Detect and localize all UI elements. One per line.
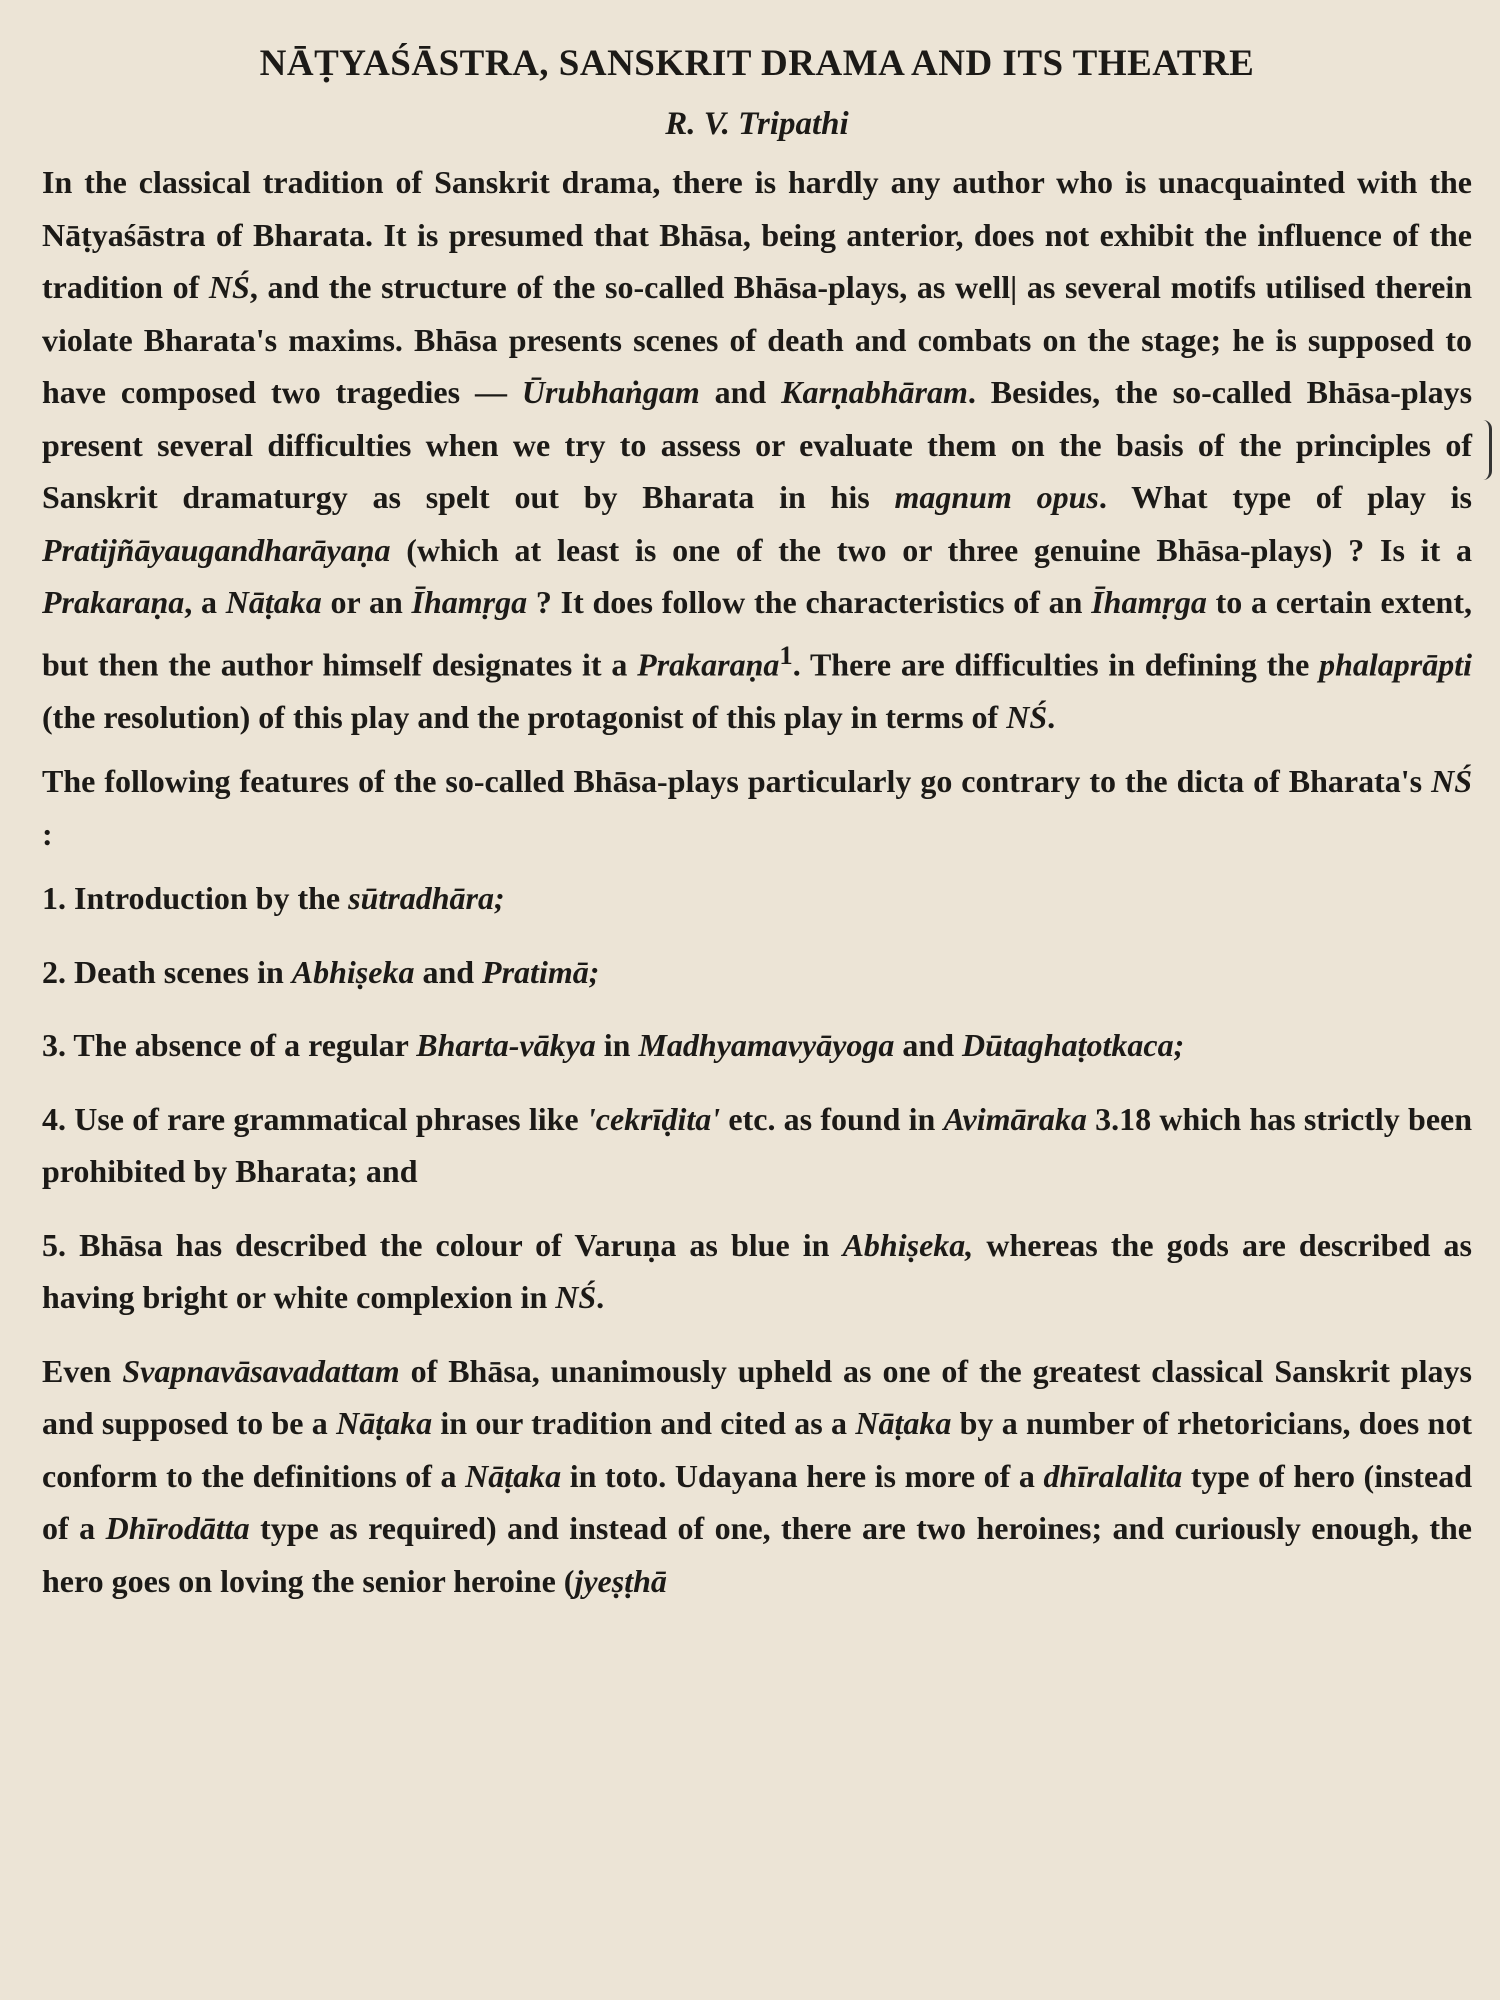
text-run: The following features of the so-called Bhāsa-plays particularly go contrary to the dicta of Bharata's: [42, 763, 1432, 800]
paragraph-features-intro: [42, 755, 1472, 860]
list-item: [42, 1019, 1472, 1072]
text-run: .: [596, 1279, 605, 1316]
play-title: Abhiṣeka,: [842, 1226, 974, 1263]
text-run: and: [414, 953, 483, 990]
text-run: In the classical tradition of Sanskrit drama, there is hardly any author who is unacquainted with the Nāṭyaśāstra of Bharata. It is presumed that Bhāsa, being anterior, does not exhibit the influence of the tradition of: [42, 164, 1472, 305]
text-run: whereas the gods are described as having bright or white complexion in: [42, 1226, 1473, 1316]
paragraph-svapna: [42, 1345, 1472, 1608]
play-title: Abhiṣeka: [291, 953, 415, 990]
text-run: to a certain extent, but then the author himself designates it a: [42, 584, 1472, 683]
text-run: (the resolution) of this play and the protagonist of this play in terms of: [42, 698, 1007, 735]
text-run: (which at least is one of the two or three genuine Bhāsa-plays) ? Is it a: [390, 531, 1472, 568]
text-run: 1. Introduction by the: [42, 880, 349, 917]
text-run: , and the structure of the so-called Bhāsa-plays, as well| as several motifs utilised therein violate Bharata's maxims. Bhāsa presents scenes of death and combats on the stage; he is supposed to have composed two tragedies —: [42, 269, 1473, 410]
term: magnum opus: [894, 479, 1099, 515]
book-page: [42, 40, 1472, 1619]
abbr-ns: NŚ: [555, 1279, 597, 1316]
term: Bharta-vākya: [416, 1027, 596, 1064]
list-item: [42, 872, 1472, 925]
term: Nāṭaka: [855, 1405, 952, 1442]
term: Prakaraṇa: [637, 646, 780, 683]
text-run: 5. Bhāsa has described the colour of Varuṇa as blue in: [42, 1226, 843, 1263]
paragraph-intro: [42, 156, 1472, 743]
text-run: in: [595, 1027, 639, 1064]
play-title: Pratijñāyaugandharāyaṇa: [42, 531, 391, 568]
text-run: and: [699, 374, 782, 410]
text-run: 4. Use of rare grammatical phrases like: [42, 1100, 587, 1137]
text-run: type of hero (instead of a: [42, 1457, 1473, 1547]
text-run: in our tradition and cited as a: [432, 1405, 856, 1442]
text-run: . Besides, the so-called Bhāsa-plays present several difficulties when we try to assess or evaluate them on the basis of the principles of Sanskrit dramaturgy as spelt out by Bharata in his: [42, 374, 1473, 515]
article-title: NĀṬYAŚĀSTRA, SANSKRIT DRAMA AND ITS THEATRE: [259, 43, 1255, 84]
page-edge-mark: [1483, 420, 1492, 480]
text-run: or an: [321, 584, 412, 620]
play-title: Dūtaghaṭotkaca;: [962, 1027, 1185, 1064]
play-title: Svapnavāsavadattam: [122, 1352, 400, 1389]
abbr-ns: NŚ: [1431, 763, 1472, 800]
term: Nāṭaka: [336, 1405, 433, 1442]
abbr-ns: NŚ: [208, 269, 250, 305]
text-run: by a number of rhetoricians, does not conform to the definitions of a: [42, 1405, 1473, 1494]
footnote-marker: 1: [779, 639, 793, 670]
text-run: 3. The absence of a regular: [42, 1027, 417, 1064]
play-title: Avimāraka: [943, 1100, 1087, 1137]
text-run: etc. as found in: [720, 1100, 944, 1137]
text-run: 3.18 which has strictly been prohibited by Bharata; and: [42, 1100, 1473, 1190]
term: Nāṭaka: [225, 584, 322, 620]
play-title: Pratimā;: [482, 953, 600, 990]
list-item: [42, 1093, 1472, 1198]
list-item: [42, 946, 1472, 999]
term: phalaprāpti: [1319, 646, 1473, 683]
abbr-ns: NŚ: [1006, 698, 1048, 735]
term: sūtradhāra;: [348, 880, 505, 917]
term: Nāṭaka: [465, 1457, 562, 1494]
text-run: Even: [42, 1352, 123, 1389]
list-item: [42, 1219, 1472, 1324]
text-run: :: [42, 815, 53, 852]
play-title: Karṇabhāram: [781, 374, 968, 410]
text-run: in toto. Udayana here is more of a: [561, 1457, 1044, 1494]
text-run: . What type of play is: [1098, 479, 1472, 515]
text-run: and: [894, 1027, 962, 1064]
text-run: 2. Death scenes in: [42, 953, 292, 990]
text-run: . There are difficulties in defining the: [792, 646, 1320, 683]
term: 'cekrīḍita': [586, 1100, 721, 1137]
text-run: .: [1047, 698, 1056, 735]
play-title: Ūrubhaṅgam: [521, 374, 700, 410]
text-run: ? It does follow the characteristics of an: [527, 584, 1092, 620]
text-run: type as required) and instead of one, there are two heroines; and curiously enough, the hero goes on loving the senior heroine (: [42, 1510, 1473, 1599]
term: Īhamṛga: [411, 584, 528, 620]
text-run: , a: [184, 584, 226, 620]
author-name: R. V. Tripathi: [665, 106, 849, 142]
term: dhīralalita: [1043, 1457, 1183, 1494]
term: Dhīrodātta: [105, 1510, 250, 1547]
term: Īhamṛga: [1091, 584, 1207, 620]
term: jyeṣṭhā: [574, 1562, 667, 1599]
play-title: Madhyamavyāyoga: [638, 1027, 895, 1064]
term: Prakaraṇa: [42, 584, 185, 620]
text-run: of Bhāsa, unanimously upheld as one of the greatest classical Sanskrit plays and supposed to be a: [42, 1352, 1473, 1442]
